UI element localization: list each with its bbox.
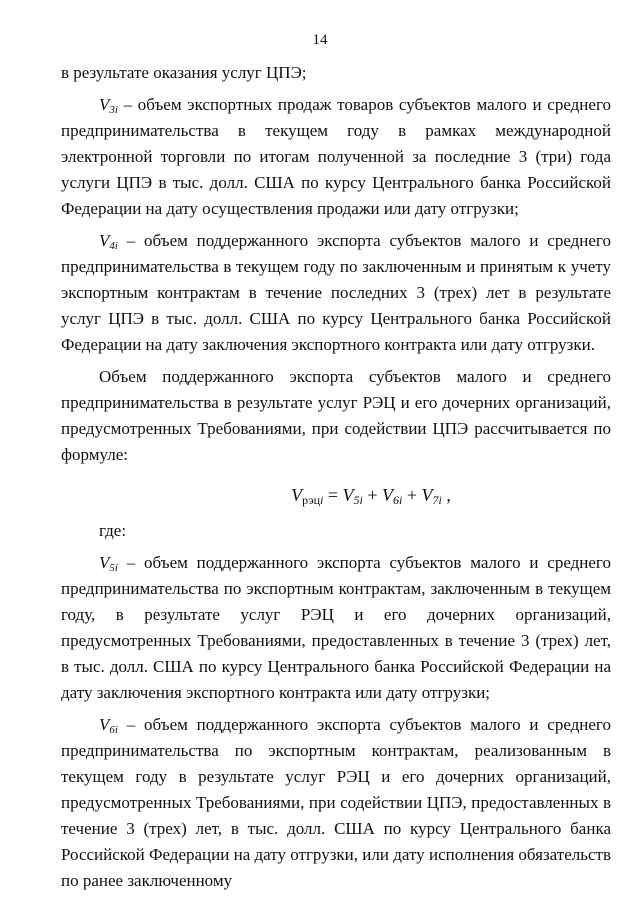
formula-lhs: $V_{рэцi}$	[291, 485, 324, 507]
variable-v5: $V_{5i}$	[99, 553, 118, 574]
definition-v3	[61, 92, 611, 222]
definition-v5-text: – объем поддержанного экспорта субъектов малого и среднего предпринимательства по экспортным контрактам, заключенным в текущем году, в результате услуг РЭЦ и его дочерних организаций, предусмотренных Требованиями, предоставленных в течение 3 (трех) лет, в тыс. долл. США по курсу Центрального банка Российской Федерации на дату заключения экспортного контракта или дату отгрузки;	[61, 553, 611, 702]
definition-v3-text: – объем экспортных продаж товаров субъектов малого и среднего предпринимательства в текущем году в рамках международной электронной торговли по итогам полученной за последние 3 (три) года услуги ЦПЭ в тыс. долл. США по курсу Центрального банка Российской Федерации на дату осуществления продажи или дату отгрузки;	[61, 95, 611, 218]
variable-v4: $V_{4i}$	[99, 231, 118, 252]
definition-v6-text: – объем поддержанного экспорта субъектов малого и среднего предпринимательства по экспортным контрактам, реализованным в текущем году в результате услуг РЭЦ и его дочерних организаций, предусмотренных Требованиями, при содействии ЦПЭ, предоставленных в течение 3 (трех) лет, в тыс. долл. США по курсу Центрального банка Российской Федерации на дату отгрузки, или дату исполнения обязательств по ранее заключенному	[61, 715, 611, 890]
variable-v3: $V_{3i}$	[99, 95, 118, 116]
formula-intro: Объем поддержанного экспорта субъектов малого и среднего предпринимательства в результате услуг РЭЦ и его дочерних организаций, предусмотренных Требованиями, при содействии ЦПЭ рассчитывается по формуле:	[61, 367, 611, 464]
definition-v6	[61, 712, 611, 894]
paragraph-continuation: в результате оказания услуг ЦПЭ;	[61, 63, 307, 82]
document-body	[61, 60, 611, 894]
page-number: 14	[312, 32, 328, 48]
definition-v5	[61, 550, 611, 706]
definition-v4	[61, 228, 611, 358]
formula-term-v7: $V_{7i}$	[421, 485, 442, 507]
formula-term-v6: $V_{6i}$	[382, 485, 403, 507]
formula: $V_{рэцi} = V_{5i} + V_{6i} + V_{7i}$ ,	[291, 485, 451, 507]
where-label: где:	[99, 521, 127, 540]
definition-v4-text: – объем поддержанного экспорта субъектов малого и среднего предпринимательства в текущем году по заключенным и принятым к учету экспортным контрактам в течение последних 3 (трех) лет в результате услуг ЦПЭ в тыс. долл. США по курсу Центрального банка Российской Федерации на дату заключения экспортного контракта или дату отгрузки.	[61, 231, 611, 354]
variable-v6: $V_{6i}$	[99, 715, 118, 736]
formula-term-v5: $V_{5i}$	[342, 485, 363, 507]
